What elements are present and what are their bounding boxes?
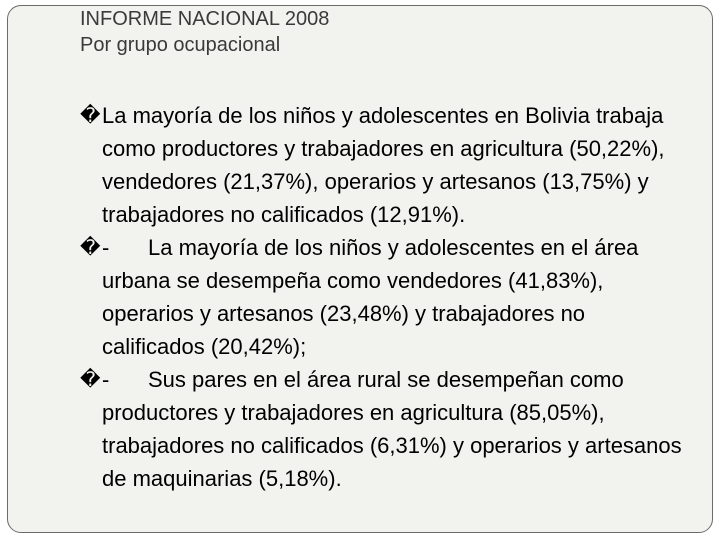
bullet-marker-icon: � [80, 367, 101, 391]
bullet-item-2 [80, 231, 690, 363]
bullet-item-3 [80, 363, 690, 495]
bullet-item-1 [80, 99, 690, 231]
bullet-text: La mayoría de los niños y adolescentes en el área urbana se desempeña como vendedores (41,83%), operarios y artesanos (23,48%) y trabajadores no calificados (20,42%); [102, 235, 639, 359]
slide-title [80, 6, 329, 58]
title-line-1: INFORME NACIONAL 2008 [80, 8, 330, 30]
title-line-2: Por grupo ocupacional [80, 34, 281, 56]
bullet-list [80, 99, 690, 495]
bullet-dash: - [102, 235, 110, 260]
bullet-dash: - [102, 367, 110, 392]
bullet-text: La mayoría de los niños y adolescentes en Bolivia trabaja como productores y trabajadores en agricultura (50,22%), vendedores (21,37%), operarios y artesanos (13,75%) y trabajadores no calificados (12,91%). [102, 103, 665, 227]
bullet-marker-icon: � [80, 103, 101, 127]
bullet-marker-icon: � [80, 235, 101, 259]
bullet-text: Sus pares en el área rural se desempeñan como productores y trabajadores en agricultura (85,05%), trabajadores no calificados (6,31%) y operarios y artesanos de maquinarias (5,18%). [102, 367, 682, 491]
